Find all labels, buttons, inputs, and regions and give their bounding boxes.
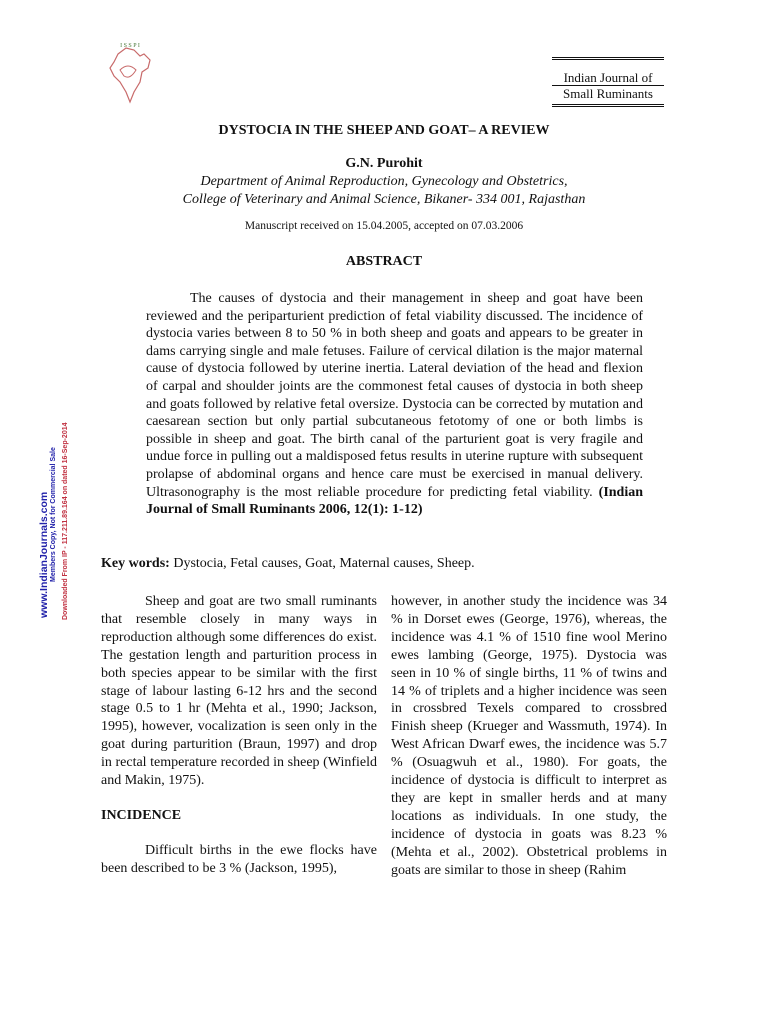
affiliation-line2: College of Veterinary and Animal Science, Bikaner- 334 001, Rajasthan xyxy=(182,192,586,207)
logo-text: I S S P I xyxy=(120,43,140,49)
incidence-paragraph: Difficult births in the ewe flocks have been described to be 3 % (Jackson, 1995), xyxy=(101,842,377,876)
affiliation xyxy=(100,173,668,209)
affiliation-line1: Department of Animal Reproduction, Gynecology and Obstetrics, xyxy=(200,174,568,189)
journal-name-box xyxy=(552,57,664,107)
abstract-body xyxy=(146,290,643,519)
watermark-members: Members Copy, Not for Commercial Sale xyxy=(50,447,57,582)
keywords xyxy=(101,556,669,572)
left-column xyxy=(101,593,377,878)
abstract-text: The causes of dystocia and their management in sheep and goat have been reviewed and the periparturient prediction of fetal viability discussed. The incidence of dystocia varies between 8 to 50 % in both sheep and goats and appears to be greater in dams carrying single and male fetuses. Failure of cervical dilation is the major maternal cause of dystocia followed by uterine inertia. Lateral deviation of the head and flexion of carpal and shoulder joints are the commonest fetal causes of dystocia in both sheep and goats followed by relative fetal oversize. Dystocia can be corrected by mutation and caesarean section but only partial subcutaneous fetotomy of one or both limbs is possible in sheep and goat. The birth canal of the parturient goat is very fragile and undue force in pulling out a maldisposed fetus results in uterine rupture with subsequent prolapse of abdominal organs and hence care must be exercised in manual delivery. Ultrasonography is the most reliable procedure for predicting fetal viability. xyxy=(146,291,643,500)
journal-name-line1: Indian Journal of xyxy=(563,70,653,85)
author-name: G.N. Purohit xyxy=(345,156,423,171)
keywords-label: Key words: xyxy=(101,556,170,571)
abstract-citation: (Indian Journal of Small Ruminants 2006, 12(1): 1-12) xyxy=(146,484,644,518)
incidence-continued-paragraph: however, in another study the incidence was 34 % in Dorset ewes (George, 1976), whereas, the incidence was 4.1 % of 1510 fine wool Merino ewes lambing (George, 1975). Dystocia was seen in 10 % of single births, 11 % of twins and 14 % of triplets and a higher incidence was seen in crossbred Texels compared to crossbred Finish sheep (Krueger and Wassmuth, 1974). In West African Dwarf ewes, the incidence was 5.7 % (Osuagwuh et al., 1980). For goats, the incidence of dystocia is difficult to interpret as they are kept in smaller herds and at many locations as individuals. In one study, the incidence of dystocia in goats was 8.23 % (Mehta et al., 2002). Obstetrical problems in goats are similar to those in sheep (Rahim xyxy=(391,594,667,878)
watermark-site: www.IndianJournals.com xyxy=(38,491,50,618)
journal-name-line2: Small Ruminants xyxy=(552,85,664,101)
abstract-heading: ABSTRACT xyxy=(345,254,423,269)
watermark-downloaded: Downloaded From IP - 117.211.89.164 on dated 16-Sep-2014 xyxy=(62,422,69,620)
manuscript-dates: Manuscript received on 15.04.2005, accepted on 07.03.2006 xyxy=(244,220,524,232)
paper-title: DYSTOCIA IN THE SHEEP AND GOAT– A REVIEW xyxy=(218,123,550,138)
journal-logo xyxy=(96,40,164,110)
section-heading-incidence: INCIDENCE xyxy=(101,807,182,823)
india-map-logo-icon xyxy=(96,40,164,110)
download-watermark xyxy=(24,400,74,620)
keywords-text: Dystocia, Fetal causes, Goat, Maternal causes, Sheep. xyxy=(169,556,475,571)
right-column xyxy=(391,593,667,880)
intro-paragraph: Sheep and goat are two small ruminants that resemble closely in many ways in reproduction although some differences do exist. The gestation length and parturition process in both species appear to be similar with the first stage of labour lasting 6-12 hrs and the second stage 0.5 to 1 hr (Mehta et al., 1990; Jackson, 1995), however, vocalization is seen only in the goat during parturition (Braun, 1997) and drop in rectal temperature recorded in sheep (Winfield and Makin, 1975). xyxy=(101,594,377,789)
